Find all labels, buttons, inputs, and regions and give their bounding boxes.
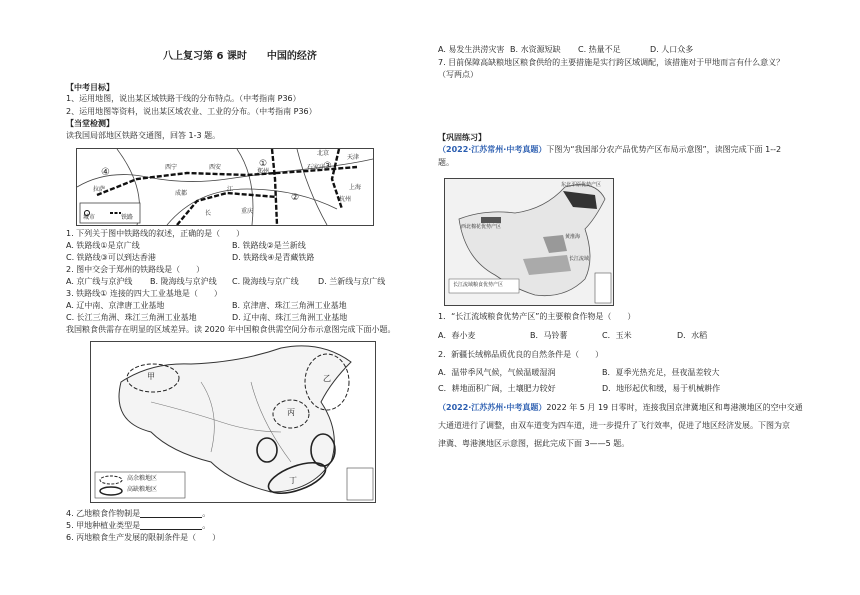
rail-label: 拉萨 <box>93 186 106 193</box>
option: B．夏季光热充足，昼夜温差较大 <box>602 368 720 377</box>
consolidate-header: 【巩固练习】 <box>438 133 486 142</box>
question-text: 5. 甲地种植业类型是 <box>66 521 141 530</box>
rail-label: 西宁 <box>165 164 178 171</box>
option: D．地形起伏和缓，易于机械耕作 <box>602 384 721 393</box>
option: C. 热量不足 <box>578 45 621 54</box>
rail-label: ② <box>291 193 300 203</box>
rail-label: 成都 <box>175 190 188 197</box>
option: D．水稻 <box>677 331 708 340</box>
grain-map <box>90 341 376 503</box>
agriculture-map <box>444 178 614 306</box>
question: 3. 铁路线① 连接的四大工业基地是（ ） <box>66 289 222 298</box>
option: D. 兰新线与京广线 <box>318 277 386 286</box>
goal-header: 【中考目标】 <box>66 83 114 92</box>
question: 1. 下列关于图中铁路线的叙述，正确的是（ ） <box>66 229 245 238</box>
question-intro <box>438 145 781 154</box>
rail-label: 西安 <box>209 164 222 171</box>
rail-label: 天津 <box>347 154 360 161</box>
rail-label: ④ <box>101 167 110 178</box>
grain-label: 丁 <box>289 476 297 485</box>
legend-label: 高余粮地区 <box>127 475 158 482</box>
grain-label: 丙 <box>287 408 295 417</box>
check-header: 【当堂检测】 <box>66 119 114 128</box>
legend-label: 城市 <box>83 214 96 221</box>
intro-text: 题。 <box>438 158 454 167</box>
option: D. 铁路线④是青藏铁路 <box>232 253 315 262</box>
option: A. 铁路线①是京广线 <box>66 241 140 250</box>
question: 2．新疆长绒棉品质优良的自然条件是（ ） <box>438 350 604 359</box>
goal-line: 2、运用地图等资料，说出某区域农业、工业的分布。（中考指南 P36） <box>66 107 317 116</box>
question: 1．“长江流域粮食优势产区”的主要粮食作物是（ ） <box>438 312 636 321</box>
option: B. 陇海线与京沪线 <box>150 277 217 286</box>
exam-source: （2022·江苏常州·中考真题） <box>438 145 547 154</box>
option: A. 京广线与京沪线 <box>66 277 133 286</box>
rail-label: 上海 <box>349 184 362 191</box>
intro-text: 我国粮食供需存在明显的区域差异。读 2020 年中国粮食供需空间分布示意图完成下面小题。 <box>66 325 396 334</box>
agri-label: 长江流域 <box>569 256 590 262</box>
option: A．春小麦 <box>438 331 476 340</box>
page-title: 八上复习第 6 课时 中国的经济 <box>163 51 317 62</box>
agri-label: 东北平原优势产区 <box>561 182 602 188</box>
railway-map <box>76 148 374 226</box>
rail-label: 北京 <box>317 150 330 157</box>
rail-label: ③ <box>323 161 332 172</box>
rail-label: ① <box>259 159 268 169</box>
option: C. 铁路线③可以到达香港 <box>66 253 156 262</box>
legend-label: 铁路 <box>121 214 134 221</box>
question-text: 4. 乙地粮食作物制是 <box>66 509 141 518</box>
agri-label: 黄淮海 <box>565 234 581 240</box>
agri-label: 西北棉花优势产区 <box>461 224 502 230</box>
intro-text: 读我国局部地区铁路交通图，回答 1-3 题。 <box>66 131 221 140</box>
option: D. 辽中南、珠江三角洲工业基地 <box>232 313 348 322</box>
rail-label: 长 <box>205 210 212 217</box>
option: B. 铁路线②是兰新线 <box>232 241 306 250</box>
rail-label: 重庆 <box>241 208 254 215</box>
goal-line: 1、运用地图，说出某区域铁路干线的分布特点。（中考指南 P36） <box>66 94 301 103</box>
option: B. 京津唐、珠江三角洲工业基地 <box>232 301 347 310</box>
question-intro <box>438 403 803 412</box>
exam-source: （2022·江苏苏州·中考真题） <box>438 403 547 412</box>
option: B. 水资源短缺 <box>510 45 561 54</box>
option: A. 易发生洪涝灾害 <box>438 45 505 54</box>
answer-blank[interactable] <box>140 509 202 518</box>
option: C．耕地面积广阔，土壤肥力较好 <box>438 384 556 393</box>
rail-label: 石家庄 <box>307 164 326 171</box>
rail-label: 郑州 <box>257 168 270 175</box>
rail-label: 杭州 <box>339 196 352 203</box>
option: A. 辽中南、京津唐工业基地 <box>66 301 165 310</box>
option: C. 长江三角洲、珠江三角洲工业基地 <box>66 313 197 322</box>
question: 2. 图中交会于郑州的铁路线是（ ） <box>66 265 205 274</box>
option: C. 陇海线与京广线 <box>232 277 299 286</box>
intro-text: 下图为“我国部分农产品优势产区布局示意图”，读图完成下面 1--2 <box>546 145 782 154</box>
intro-text: 大通道进行了调整，由双车道变为四车道，进一步提升了飞行效率，促进了地区经济发展。下图为京 <box>438 421 790 430</box>
option: D. 人口众多 <box>650 45 694 54</box>
option: C．玉米 <box>602 331 632 340</box>
option: B．马铃薯 <box>530 331 568 340</box>
question: 5. 甲地种植业类型是 。 <box>66 521 211 530</box>
question: 6. 丙地粮食生产发展的限制条件是（ ） <box>66 533 221 542</box>
option: A．温带季风气候，气候温暖湿润 <box>438 368 556 377</box>
intro-text: 津冀、粤港澳地区示意图，据此完成下面 3——5 题。 <box>438 439 630 448</box>
answer-blank[interactable] <box>140 521 202 530</box>
rail-label: 江 <box>227 186 234 193</box>
grain-label: 甲 <box>147 372 155 381</box>
question: （写两点） <box>438 70 478 79</box>
legend-label: 高缺粮地区 <box>127 486 158 493</box>
grain-label: 乙 <box>323 374 331 383</box>
intro-text: 2022 年 5 月 19 日零时，连接我国京津冀地区和粤港澳地区的空中交通 <box>546 403 803 412</box>
question: 4. 乙地粮食作物制是 。 <box>66 509 211 518</box>
legend-label: 长江流域粮食优势产区 <box>453 282 504 288</box>
question: 7. 目前保障高缺粮地区粮食供给的主要措施是实行跨区域调配，该措施对于甲地而言有什么意义？ <box>438 58 785 67</box>
